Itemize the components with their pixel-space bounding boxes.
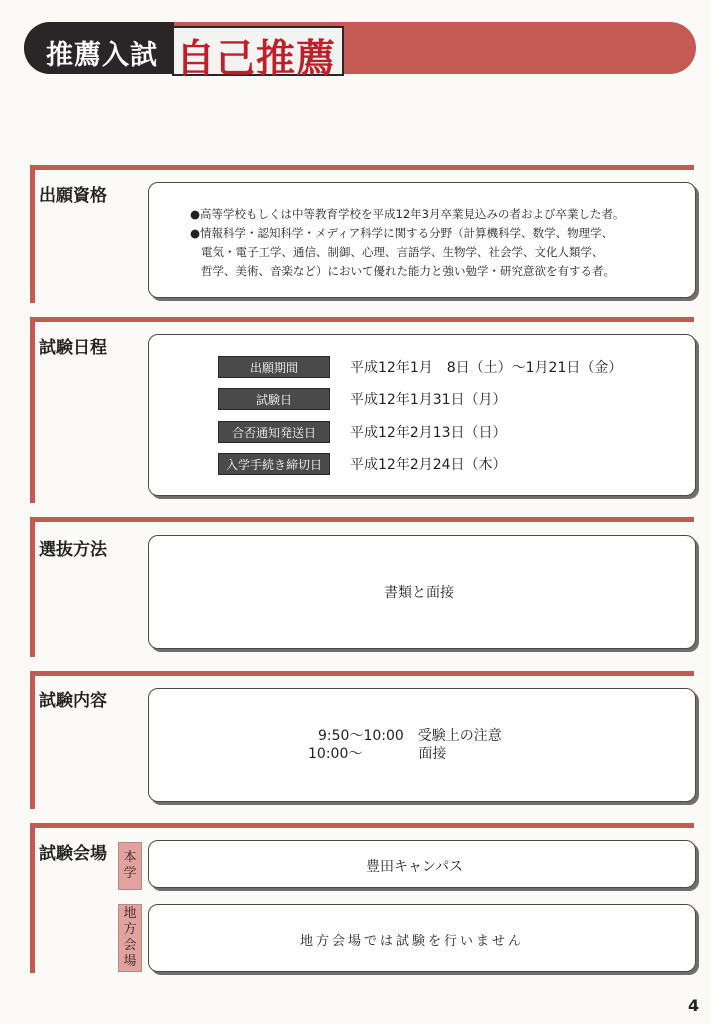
schedule-value: 平成12年2月13日（日） [350, 425, 507, 441]
exam-content-heading: 試験内容 [39, 691, 107, 711]
exam-schedule-line: 9:50～10:00 受験上の注意 [318, 728, 502, 744]
venue-main-text: 豊田キャンパス [366, 859, 464, 875]
venue-tag-regional [118, 904, 142, 972]
page-title: 自己推薦 [176, 37, 337, 82]
venue-heading: 試験会場 [39, 844, 107, 864]
schedule-label: 試験日 [218, 388, 330, 410]
section-side-line [30, 823, 35, 973]
schedule-label: 合否通知発送日 [218, 421, 330, 443]
section-side-line [30, 165, 35, 303]
schedule-label: 出願期間 [218, 356, 330, 378]
qualification-item: ●高等学校もしくは中等教育学校を平成12年3月卒業見込みの者および卒業した者。 [190, 207, 625, 221]
page-number: 4 [688, 996, 700, 1015]
schedule-row [218, 453, 507, 475]
venue-tag-char: 会 [123, 938, 137, 953]
header-category: 推薦入試 [46, 40, 158, 71]
schedule-value: 平成12年1月 8日（土）～1月21日（金） [350, 360, 623, 376]
schedule-row [218, 388, 507, 410]
venue-regional-text: 地方会場では試験を行いません [300, 934, 525, 949]
selection-method: 書類と面接 [384, 585, 454, 601]
section-side-line [30, 671, 35, 809]
venue-tag-char: 学 [123, 866, 137, 881]
section-side-line [30, 317, 35, 503]
section-divider [30, 317, 694, 322]
qualification-item-continued: 電気・電子工学、通信、制御、心理、言語学、生物学、社会学、文化人類学、 [201, 245, 604, 259]
qualification-heading: 出願資格 [39, 186, 107, 206]
schedule-value: 平成12年1月31日（月） [350, 392, 507, 408]
section-divider [30, 165, 694, 170]
qualification-item-continued: 哲学、美術、音楽など）において優れた能力と強い勉学・研究意欲を有する者。 [201, 264, 615, 278]
schedule-row [218, 356, 622, 378]
venue-tag-char: 地 [123, 906, 137, 921]
venue-tag-char: 方 [123, 922, 137, 937]
schedule-row [218, 421, 507, 443]
selection-heading: 選抜方法 [39, 540, 107, 560]
venue-tag-char: 場 [123, 954, 137, 969]
venue-tag-char: 本 [123, 850, 137, 865]
qualification-list [190, 205, 670, 281]
section-divider [30, 671, 694, 676]
venue-tag-main [118, 842, 142, 890]
section-side-line [30, 517, 35, 657]
section-divider [30, 823, 694, 828]
section-divider [30, 517, 694, 522]
exam-schedule-line: 10:00～ 面接 [308, 746, 447, 762]
qualification-item: ●情報科学・認知科学・メディア科学に関する分野（計算機科学、数学、物理学、 [190, 226, 614, 240]
schedule-heading: 試験日程 [39, 338, 107, 358]
schedule-label: 入学手続き締切日 [218, 453, 330, 475]
schedule-value: 平成12年2月24日（木） [350, 457, 507, 473]
